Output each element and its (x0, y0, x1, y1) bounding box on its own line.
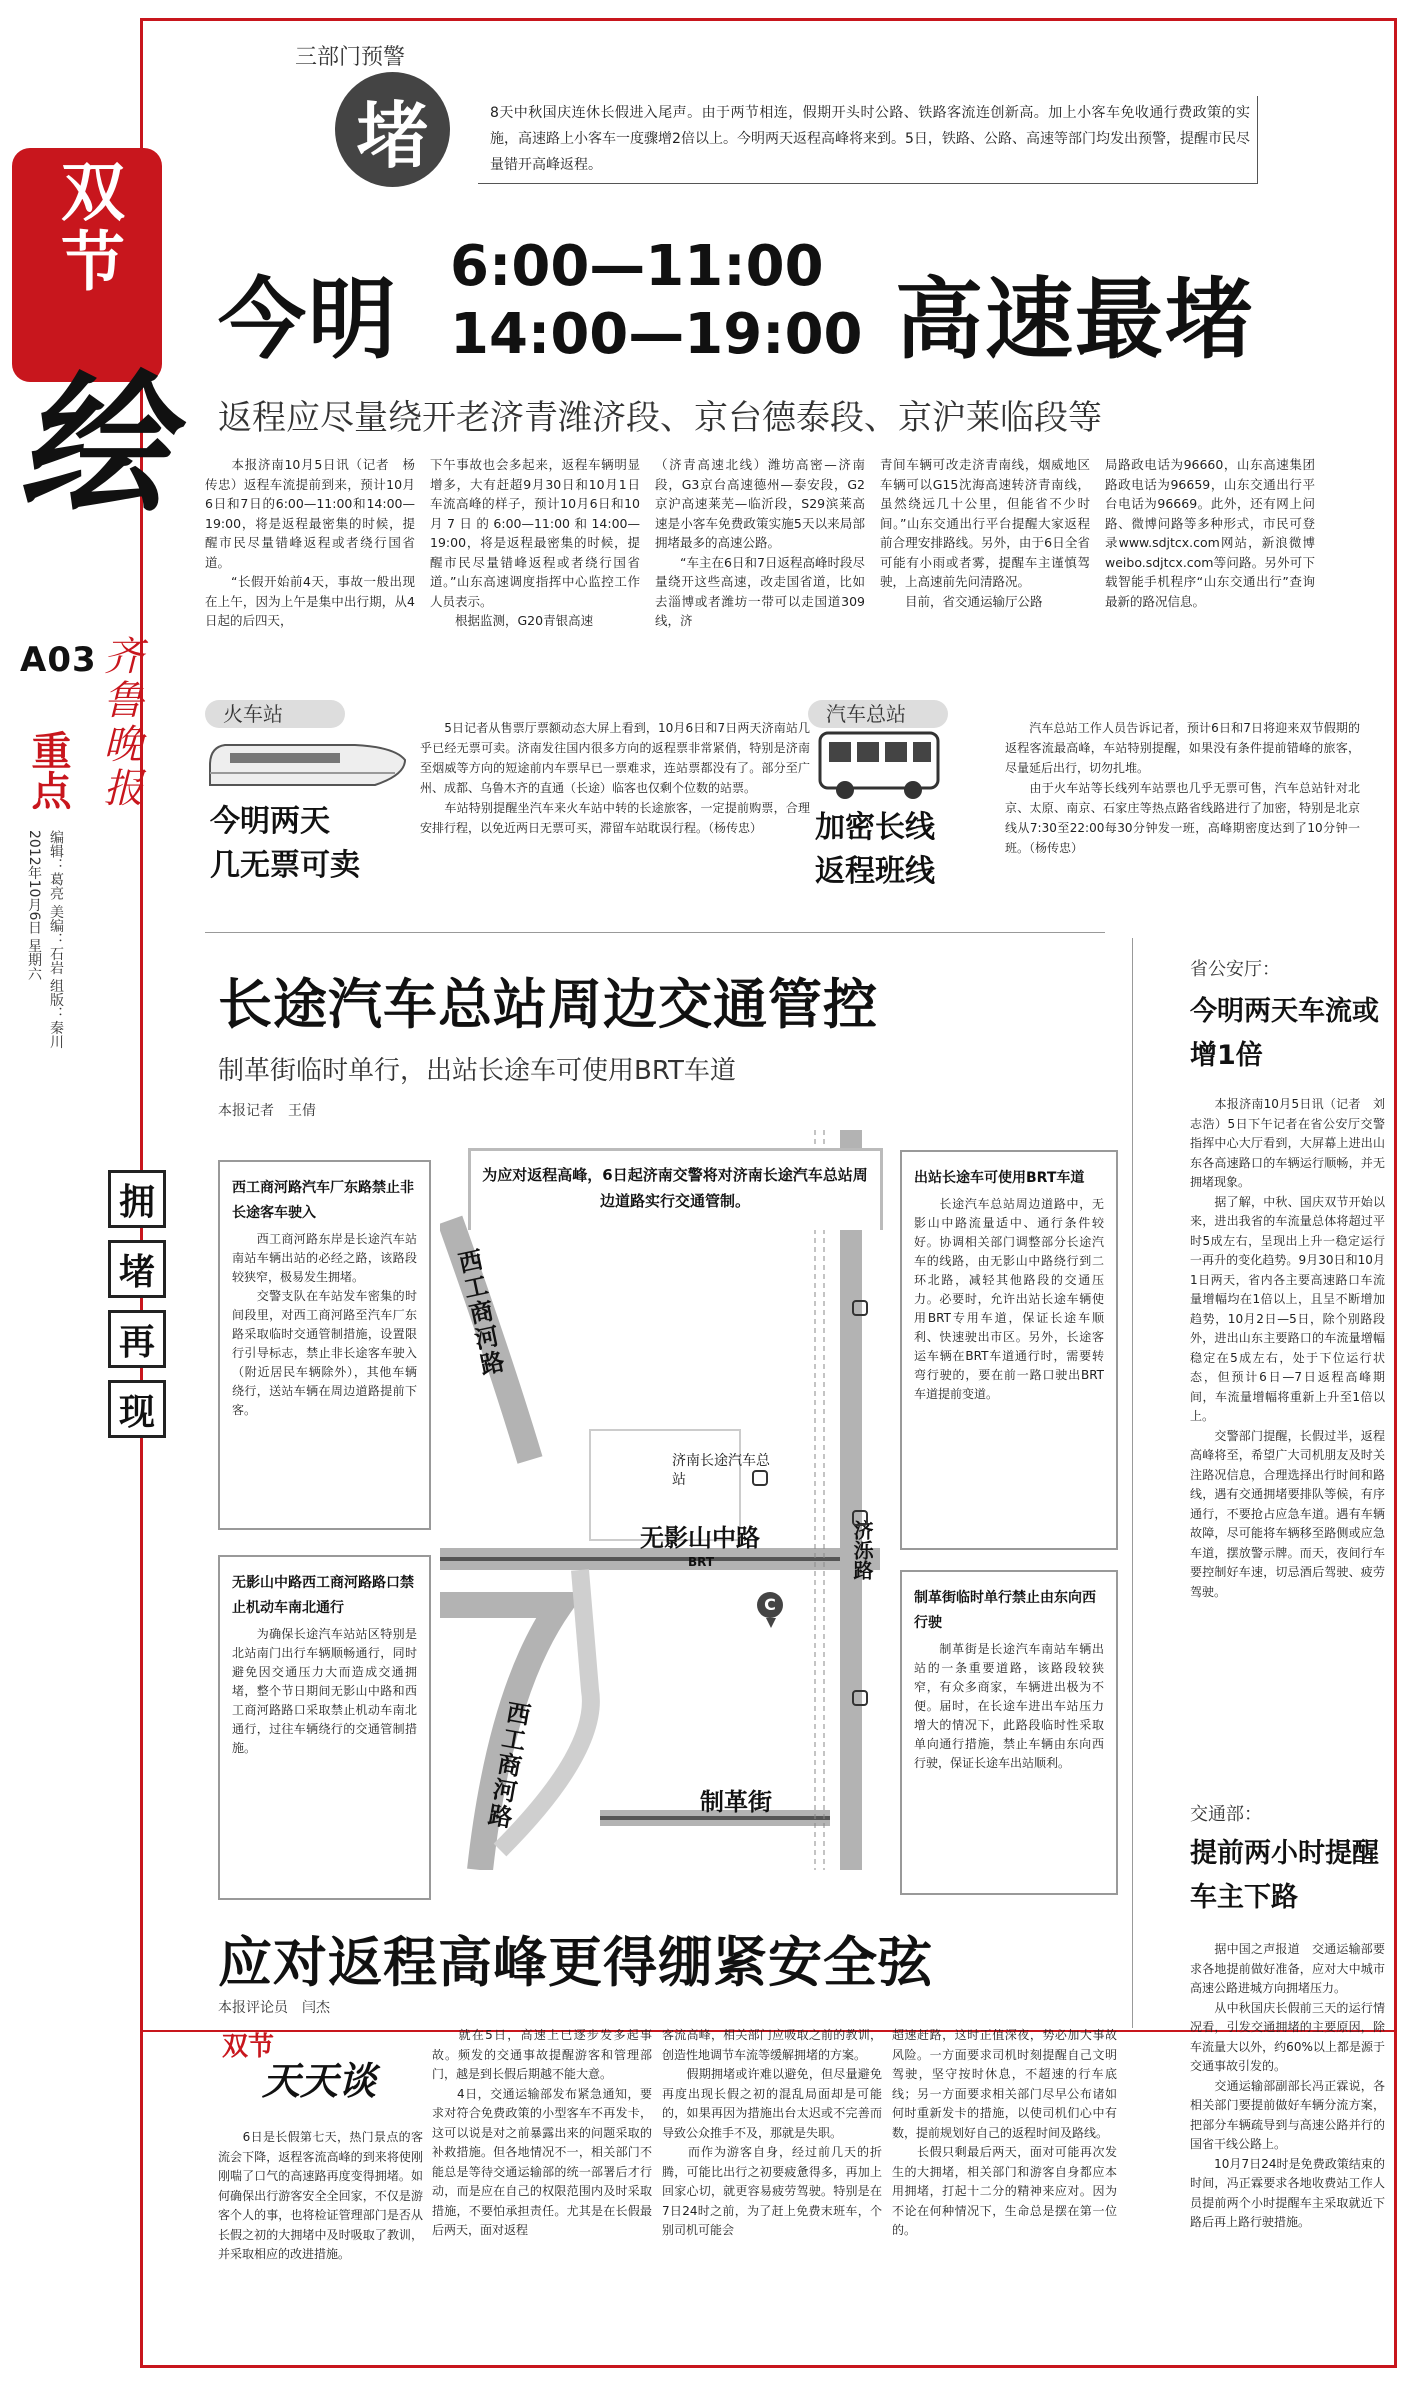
commentary-logo-bottom: 天天谈 (262, 2058, 377, 2103)
info-box-title: 西工商河路汽车厂东路禁止非长途客车驶入 (232, 1180, 414, 1221)
info-box-text: 西工商河路东岸是长途汽车站南站车辆出站的必经之路，该路段较狭窄，极易发生拥堵。 交警支队在车站发车密集的时间段里，对西工商河路至汽车厂东路采取临时交通管制措施，设置限行引导标志，禁止非长途客车驶入（附近居民车辆除外），其他车辆绕行，送站车辆在周边道路提前下客。 (232, 1232, 417, 1417)
map-brt-label: BRT (688, 1555, 715, 1569)
info-box-text: 长途汽车总站周边道路中，无影山中路流量适中、通行条件较好。协调相关部门调整部分长途汽车的线路，由无影山中路绕行到二环北路，减轻其他路段的交通压力。必要时，允许出站长途车辆使用BRT专用车道，保证长途车顺利、快速驶出市区。另外，长途客运车辆在BRT车道通行时，需要转弯行驶的，要在前一路口驶出BRT车道提前变道。 (914, 1197, 1104, 1401)
commentary-column: 就在5日，高速上已逐步发多起事故。频发的交通事故提醒游客和管理部门，越是到长假后期越不能大意。 4日，交通运输部发布紧急通知，要求对符合免费政策的小型客车不再发卡，这可以说是对之前暴露出来的问题采取的补救措施。但各地情况不一，相关部门不能总是等待交通运输部的统一部署后才行动，而是应在自己的权限范围内及时采取措施，不要怕承担责任。尤其是在长假最后两天，面对返程 (432, 2028, 652, 2237)
page-number: A03 (20, 640, 97, 680)
map-road-label: 无影山中路 (640, 1524, 760, 1552)
lead-column: 局路政电话为96660，山东高速集团路政电话为96659，山东交通出行平台电话为96669。此外，还有网上问路、微博问路等多种形式，市民可登录www.sdjtcx.com网站，新浪微博weibo.sdjtcx.com等问路。另外可下载智能手机程序“山东交通出行”查询最新的路况信息。 (1105, 457, 1315, 609)
info-box (900, 1150, 1118, 1550)
side-tag: 现 (108, 1380, 166, 1438)
headline-time1: 6:00—11:00 (450, 234, 824, 299)
bus-label-text: 汽车总站 (826, 702, 906, 726)
map-pin-icon: C (757, 1592, 783, 1618)
divider (1132, 938, 1133, 2028)
bus-stop-icon (852, 1690, 868, 1706)
paper-name: 齐鲁晚报 (97, 635, 143, 811)
side-tag: 拥 (108, 1170, 166, 1228)
bus-stop-icon (852, 1300, 868, 1316)
commentary-column: 超速赶路，这时正值深夜，势必加大事故风险。一方面要求司机时刻提醒自己文明驾驶，坚守按时休息，不超速的行车底线；另一方面要求相关部门尽早公布诸如何时重新发卡的措施，以使司机们心中有数，提前规划好自己的返程时间及路线。 长假只剩最后两天，面对可能再次发生的大拥堵，相关部门和游客自身都应本用拥堵，打起十二分的精神来应对。因为不论在何种情况下，生命总是摆在第一位的。 (892, 2028, 1117, 2237)
map-road-label: 制革街 (700, 1788, 772, 1816)
map-road-label: 西工商河路 (451, 1246, 507, 1380)
info-box (900, 1570, 1118, 1895)
ministry-text: 本报济南10月5日讯（记者 刘志浩）5日下午记者在省公安厅交警指挥中心大厅看到，大屏幕上进出山东各高速路口的车辆运行顺畅，并无拥堵现象。 据了解，中秋、国庆双节开始以来，进出我省的车流量总体将超过平时5成左右，呈现出上升一稳定运行一再升的变化趋势。9月30日和10月1日两天，省内各主要高速路口车流量增幅均在1倍以上，且呈不断增加趋势，10月2日—5日，除个别路段外，进出山东主要路口的车流量增幅稳定在5成左右，处于下位运行状态，但预计6日—7日返程高峰期间，车流量增幅将重新上升至1倍以上。 交警部门提醒，长假过半，返程高峰将至，希望广大司机朋友及时关注路况信息，合理选择出行时间和路线，遇有交通拥堵要排队等候，有序通行，不要抢占应急车道。遇有车辆故障，尽可能将车辆移至路侧或应急车道，摆放警示牌。而天，夜间行车要控制好车速，切忌酒后驾驶、疲劳驾驶。 (1190, 1097, 1385, 1599)
warning-kicker: 三部门预警 (295, 45, 406, 70)
headline-left: 今明 (218, 268, 399, 371)
commentary-column: 6日是长假第七天，热门景点的客流会下降，返程客流高峰的到来将使刚刚喘了口气的高速路再度变得拥堵。如何确保出行游客安全全回家，不仅是游客个人的事，也将检证管理部门是否从长假之初的大拥堵中及时吸取了教训，并采取相应的改进措施。 (218, 2130, 423, 2261)
commentary-title: 应对返程高峰更得绷紧安全弦 (218, 1931, 933, 1994)
train-text: 5日记者从售票厅票额动态大屏上看到，10月6日和7日两天济南站几乎已经无票可卖。济南发往国内很多方向的返程票非常紧俏，特别是济南至烟威等方向的短途前内车票早已一票难求，连站票都没有了。部分至广州、成都、乌鲁木齐的直通（长途）临客也仅剩个位数的站票。 车站特别提醒坐汽车来火车站中转的长途旅客，一定提前购票，合理安排行程，以免近两日无票可买，滞留车站耽误行程。（杨传忠） (420, 721, 810, 835)
traffic-title: 长途汽车总站周边交通管控 (218, 973, 878, 1036)
transport-label: 交通部： (1190, 1804, 1262, 1825)
editors: 编辑：葛亮 美编：石岩 组版：秦川 (48, 830, 64, 1049)
info-box-title: 无影山中路西工商河路路口禁止机动车南北通行 (232, 1575, 414, 1616)
map-road-label: 济泺路 (850, 1520, 874, 1580)
train-label (205, 700, 345, 728)
bus-icon (815, 728, 945, 803)
headline-subtitle: 返程应尽量绕开老济青潍济段、京台德泰段、京沪莱临段等 (218, 398, 1102, 438)
transport-text: 据中国之声报道 交通运输部要求各地提前做好准备，应对大中城市高速公路进城方向拥堵压力。 从中秋国庆长假前三天的运行情况看，引发交通拥堵的主要原因，除车流量大以外，约60%以上都是源于交通事故引发的。 交通运输部副部长冯正霖说，各相关部门要提前做好车辆分流方案，把部分车辆疏导到与高速公路并行的国省干线公路上。 10月7日24时是免费政策结束的时间，冯正霖要求各地收费站工作人员提前两个小时提醒车主采取就近下路后再上路行驶措施。 (1190, 1942, 1385, 2229)
train-label-text: 火车站 (223, 702, 283, 726)
bus-stop-icon (852, 1510, 868, 1526)
section-sub: 绘 (18, 357, 169, 533)
section-main: 双节 (50, 158, 124, 298)
info-box-title: 出站长途车可使用BRT车道 (914, 1170, 1085, 1186)
train-icon (205, 735, 410, 795)
warning-stamp: 堵 (335, 72, 450, 187)
info-box (218, 1555, 431, 1900)
warning-text: 8天中秋国庆连休长假进入尾声。由于两节相连，假期开头时公路、铁路客流连创新高。加上小客车免收通行费政策的实施，高速路上小客车一度骤增2倍以上。今明两天返程高峰将来到。5日，铁路、公路、高速等部门均发出预警，提醒市民尽量错开高峰返程。 (490, 105, 1250, 173)
lead-column: （济青高速北线）潍坊高密—济南段，G3京台高速德州—泰安段，G2京沪高速莱芜—临沂段，S29滨莱高速是小客车免费政策实施5天以来局部拥堵最多的高速公路。 “车主在6日和7日返程高峰时段尽量绕开这些高速，改走国省道，比如去淄博或者潍坊一带可以走国道309线，济 (655, 457, 865, 628)
map-pin-tail (766, 1618, 776, 1628)
bus-stop-icon (752, 1470, 768, 1486)
info-box-text: 制革街是长途汽车南站车辆出站的一条重要道路，该路段较狭窄，有众多商家，车辆进出极为不便。届时，在长途车进出车站压力增大的情况下，此路段临时性采取单向通行措施，禁止车辆由东向西行驶，保证长途车出站顺利。 (914, 1642, 1104, 1770)
bus-title1: 加密长线 (815, 810, 935, 845)
headline-time2: 14:00—19:00 (450, 302, 863, 367)
section-badge (12, 148, 162, 382)
map-banner: 为应对返程高峰，6日起济南交警将对济南长途汽车总站周边道路实行交通管制。 (482, 1166, 868, 1210)
commentary-column: 客流高峰，相关部门应吸取之前的教训，创造性地调节车流等缓解拥堵的方案。 假期拥堵或许难以避免，但尽量避免再度出现长假之初的混乱局面却是可能的，如果再因为措施出台太迟或不完善而导致公众推手不及，那就是失职。 而作为游客自身，经过前几天的折腾，可能比出行之初要疲惫得多，再加上回家心切，就更容易疲劳驾驶。特别是在7日24时之前，为了赶上免费末班车，个别司机可能会 (662, 2028, 882, 2237)
side-tag: 堵 (108, 1240, 166, 1298)
map-road-label: 西工商河路 (481, 1698, 533, 1832)
transport-title: 提前两小时提醒车主下路 (1190, 1838, 1379, 1913)
map-station-label: 济南长途汽车总站 (672, 1453, 770, 1488)
section-label: 重点 (25, 730, 71, 810)
bus-text: 汽车总站工作人员告诉记者，预计6日和7日将迎来双节假期的返程客流最高峰，车站特别提醒，如果没有条件提前错峰的旅客，尽量延后出行，切勿扎堆。 由于火车站等长线列车站票也几乎无票可售，汽车总站针对北京、太原、南京、石家庄等热点路省线路进行了加密，特别是北京线从7:30至22:00每30分钟发一班，高峰期密度达到了10分钟一班。（杨传忠） (1005, 721, 1360, 855)
ministry-label: 省公安厅： (1190, 959, 1280, 980)
ministry-title: 今明两天车流或增1倍 (1190, 996, 1379, 1071)
commentary-logo-top: 双节 (222, 2032, 275, 2062)
train-title2: 几无票可卖 (210, 848, 360, 883)
divider (205, 932, 1105, 933)
commentary-byline: 本报评论员 闫杰 (218, 2000, 330, 2016)
side-tag: 再 (108, 1310, 166, 1368)
headline-right: 高速最堵 (895, 268, 1256, 371)
info-box (218, 1160, 431, 1530)
train-title1: 今明两天 (210, 804, 330, 839)
date: 2012年10月6日 星期六 (26, 830, 42, 981)
info-box-text: 为确保长途汽车站站区特别是北站南门出行车辆顺畅通行，同时避免因交通压力大而造成交通拥堵，整个节日期间无影山中路和西工商河路路口采取禁止机动车南北通行，过往车辆绕行的交通管制措施。 (232, 1627, 417, 1755)
lead-column: 本报济南10月5日讯（记者 杨传忠）返程车流提前到来，预计10月6日和7日的6:00—11:00和14:00—19:00，将是返程最密集的时候，提醒市民尽量错峰返程或者绕行国省道。 “长假开始前4天，事故一般出现在上午，因为上午是集中出行期，从4日起的后四天， (205, 457, 415, 628)
info-box-title: 制革街临时单行禁止由东向西行驶 (914, 1590, 1096, 1631)
bus-label (808, 700, 948, 728)
lead-column: 下午事故也会多起来，返程车辆明显增多，大有赶超9月30日和10月1日车流高峰的样子，预计10月6日和10月7日的6:00—11:00和14:00—19:00，将是返程最密集的时候，提醒市民尽量错峰返程或者绕行国省道。”山东高速调度指挥中心监控工作人员表示。 根据监测，G20青银高速 (430, 457, 640, 628)
traffic-subtitle: 制革街临时单行，出站长途车可使用BRT车道 (218, 1056, 736, 1086)
traffic-byline: 本报记者 王倩 (218, 1103, 316, 1119)
lead-column: 青间车辆可改走济青南线，烟威地区车辆可以G15沈海高速转济青南线，虽然绕远几十公里，但能省不少时间。”山东交通出行平台提醒大家返程前合理安排路线。另外，由于6日全省可能有小雨或者雾，提醒车主谨慎驾驶，上高速前先问清路况。 目前，省交通运输厅公路 (880, 457, 1090, 609)
bus-title2: 返程班线 (815, 854, 935, 889)
